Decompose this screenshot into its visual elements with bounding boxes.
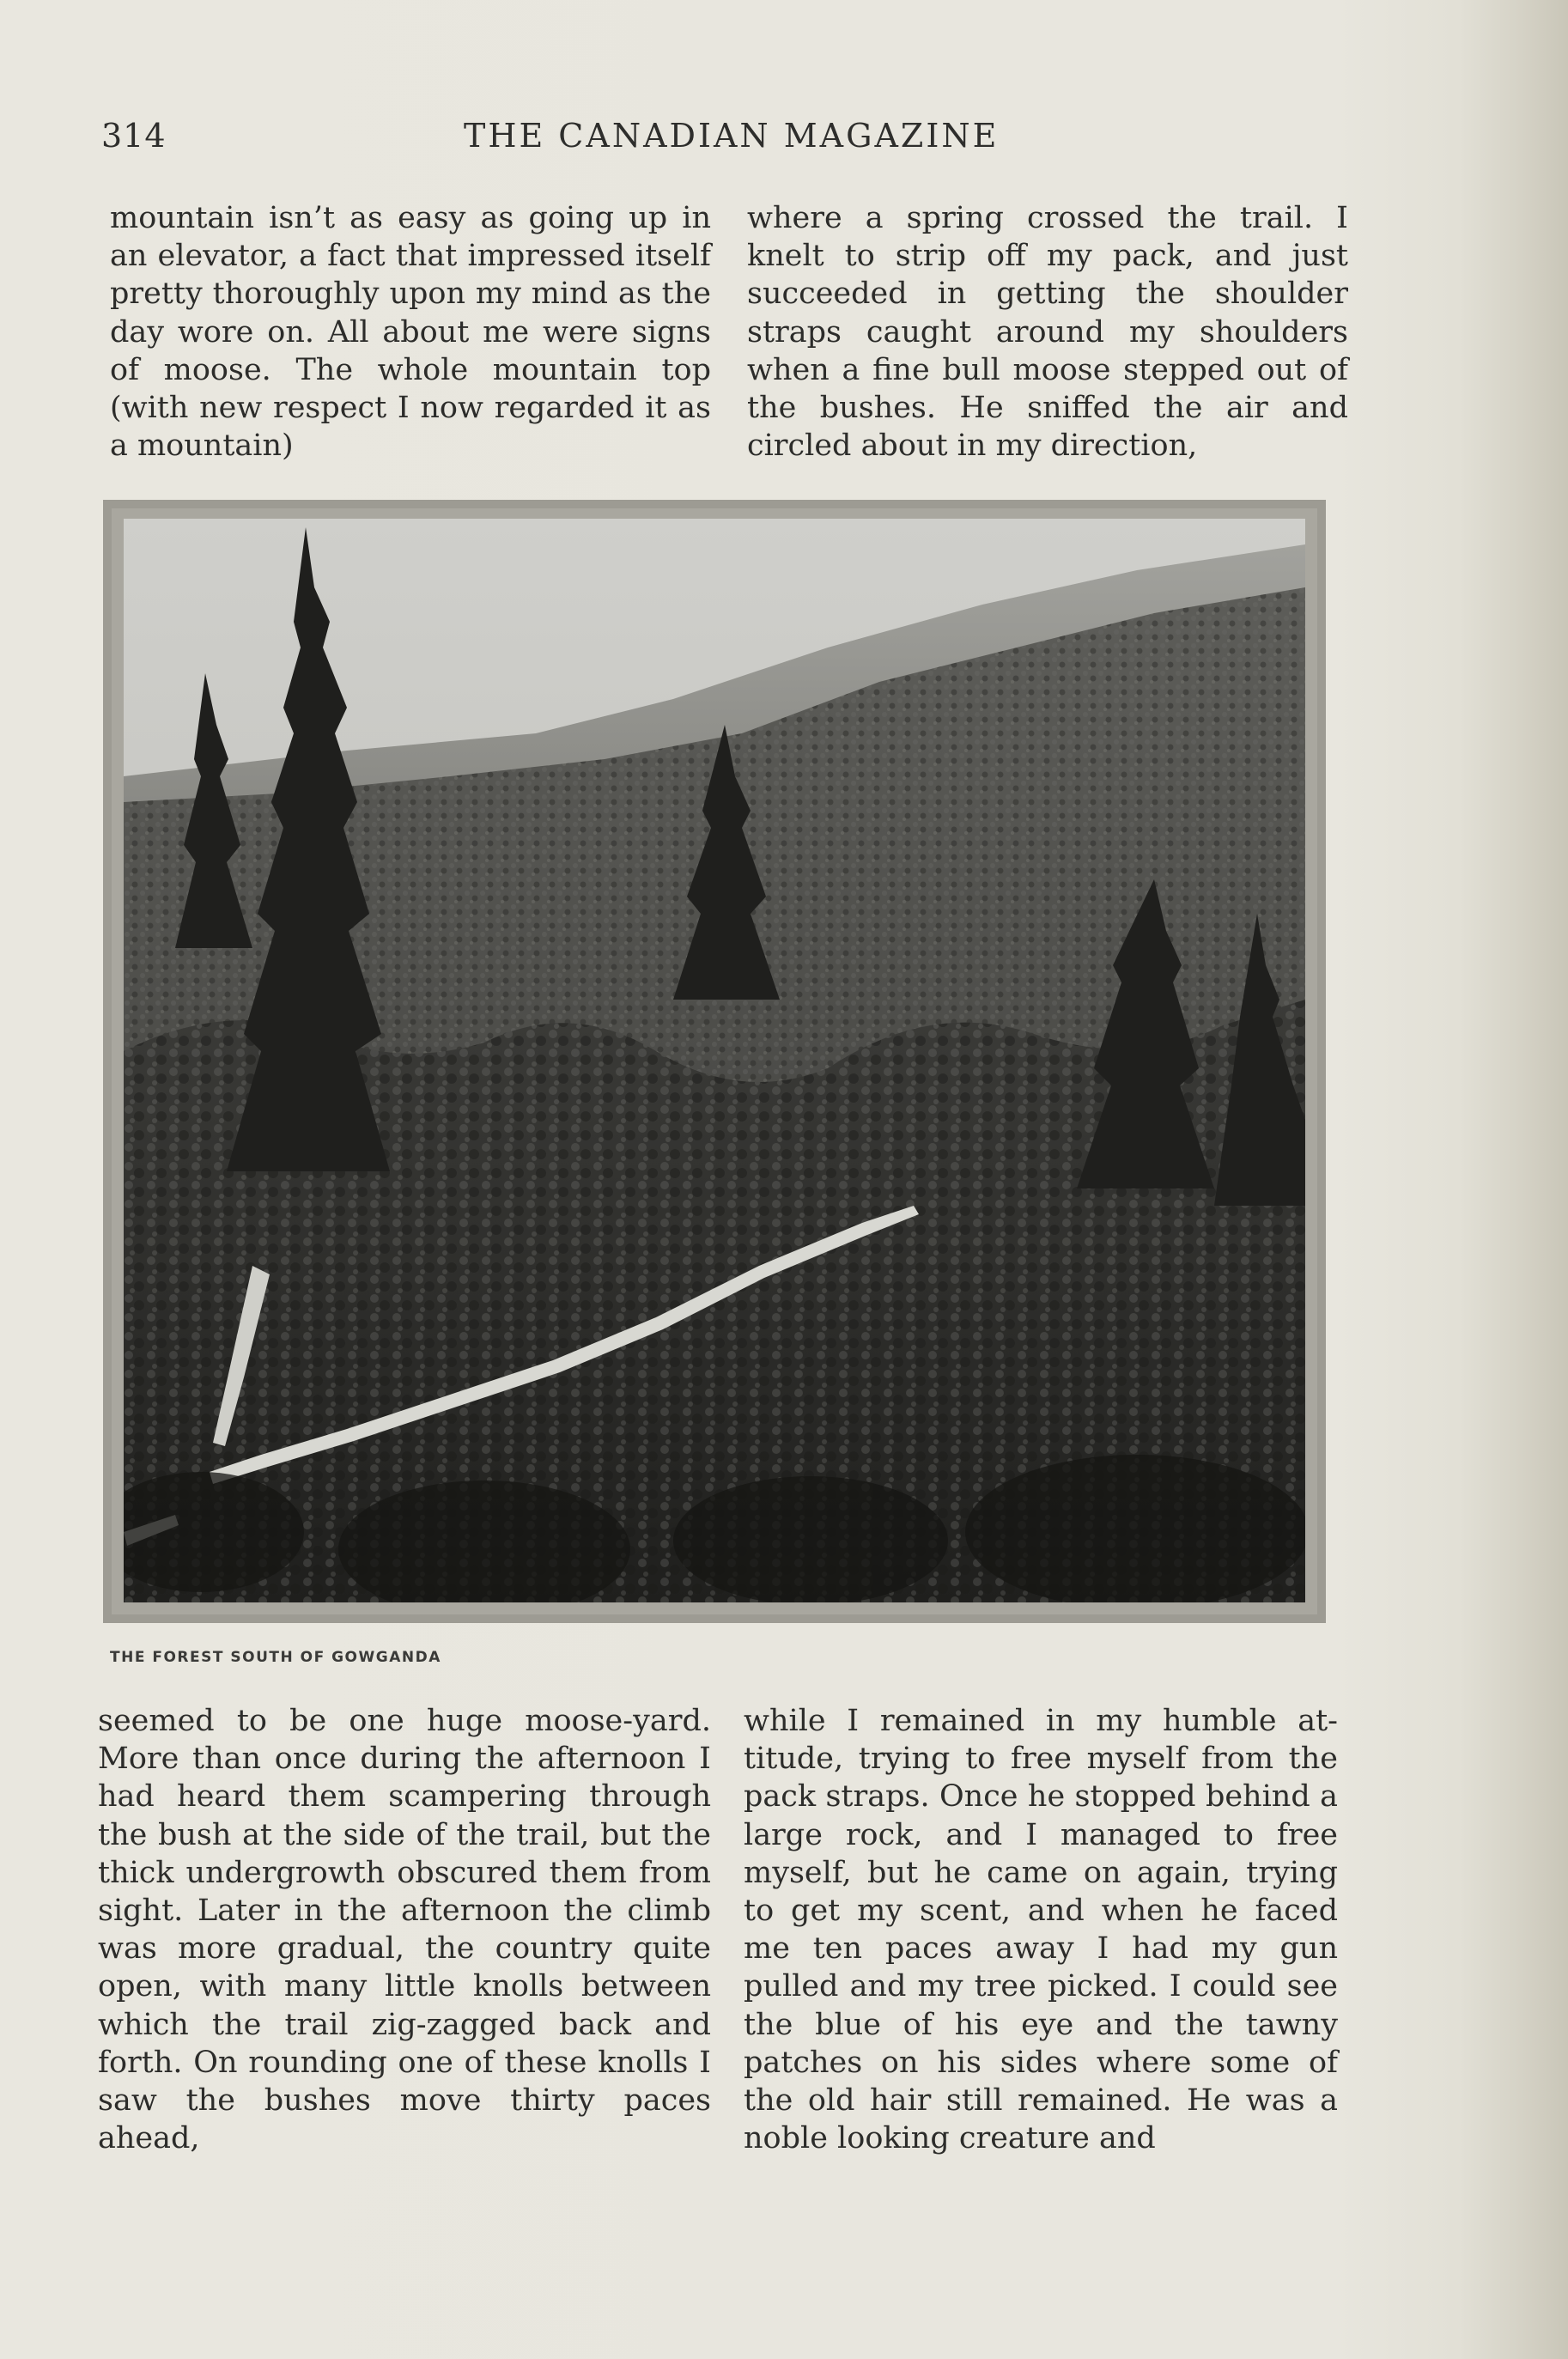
- running-head: THE CANADIAN MAGAZINE: [464, 117, 1000, 155]
- forest-landscape-image: [124, 519, 1305, 1602]
- paragraph: mountain isn’t as easy as going up in an elevator, a fact that impressed itself pretty thoroughly upon my mind as the day wore on. All about me were signs of moose. The whole mountain top (with new respect I now regarded it as a mountain): [110, 201, 711, 464]
- text-column-top-right: [747, 199, 1348, 465]
- page-number: 314: [101, 117, 167, 155]
- text-column-bottom-left: [98, 1702, 711, 2157]
- paragraph: seemed to be one huge moose-yard. More than once during the afternoon I had heard them scampering through the bush at the side of the trail, but the thick undergrowth obscured them from sight. Later in the afternoon the climb was more gradual, the country quite open, with many little knolls between which the trail zig-zagged back and forth. On rounding one of these knolls I saw the bushes move thirty paces ahead,: [98, 1704, 711, 2156]
- forest-photograph: [103, 500, 1326, 1623]
- paragraph: where a spring crossed the trail. I knelt to strip off my pack, and just succeeded in getting the shoulder straps caught around my shoulders when a fine bull moose stepped out of the bushes. He sniffed the air and circled about in my direction,: [747, 201, 1348, 464]
- text-column-bottom-right: [744, 1702, 1338, 2157]
- text-column-top-left: [110, 199, 711, 465]
- figure-caption: THE FOREST SOUTH OF GOWGANDA: [110, 1649, 441, 1666]
- paragraph: while I remained in my humble attitude, trying to free myself from the pack straps. Once he stopped behind a large rock, and I managed to free myself, but he came on again, trying to get my scent, and when he faced me ten paces away I had my gun pulled and my tree picked. I could see the blue of his eye and the tawny patches on his sides where some of the old hair still remained. He was a noble looking creature and: [744, 1704, 1338, 2156]
